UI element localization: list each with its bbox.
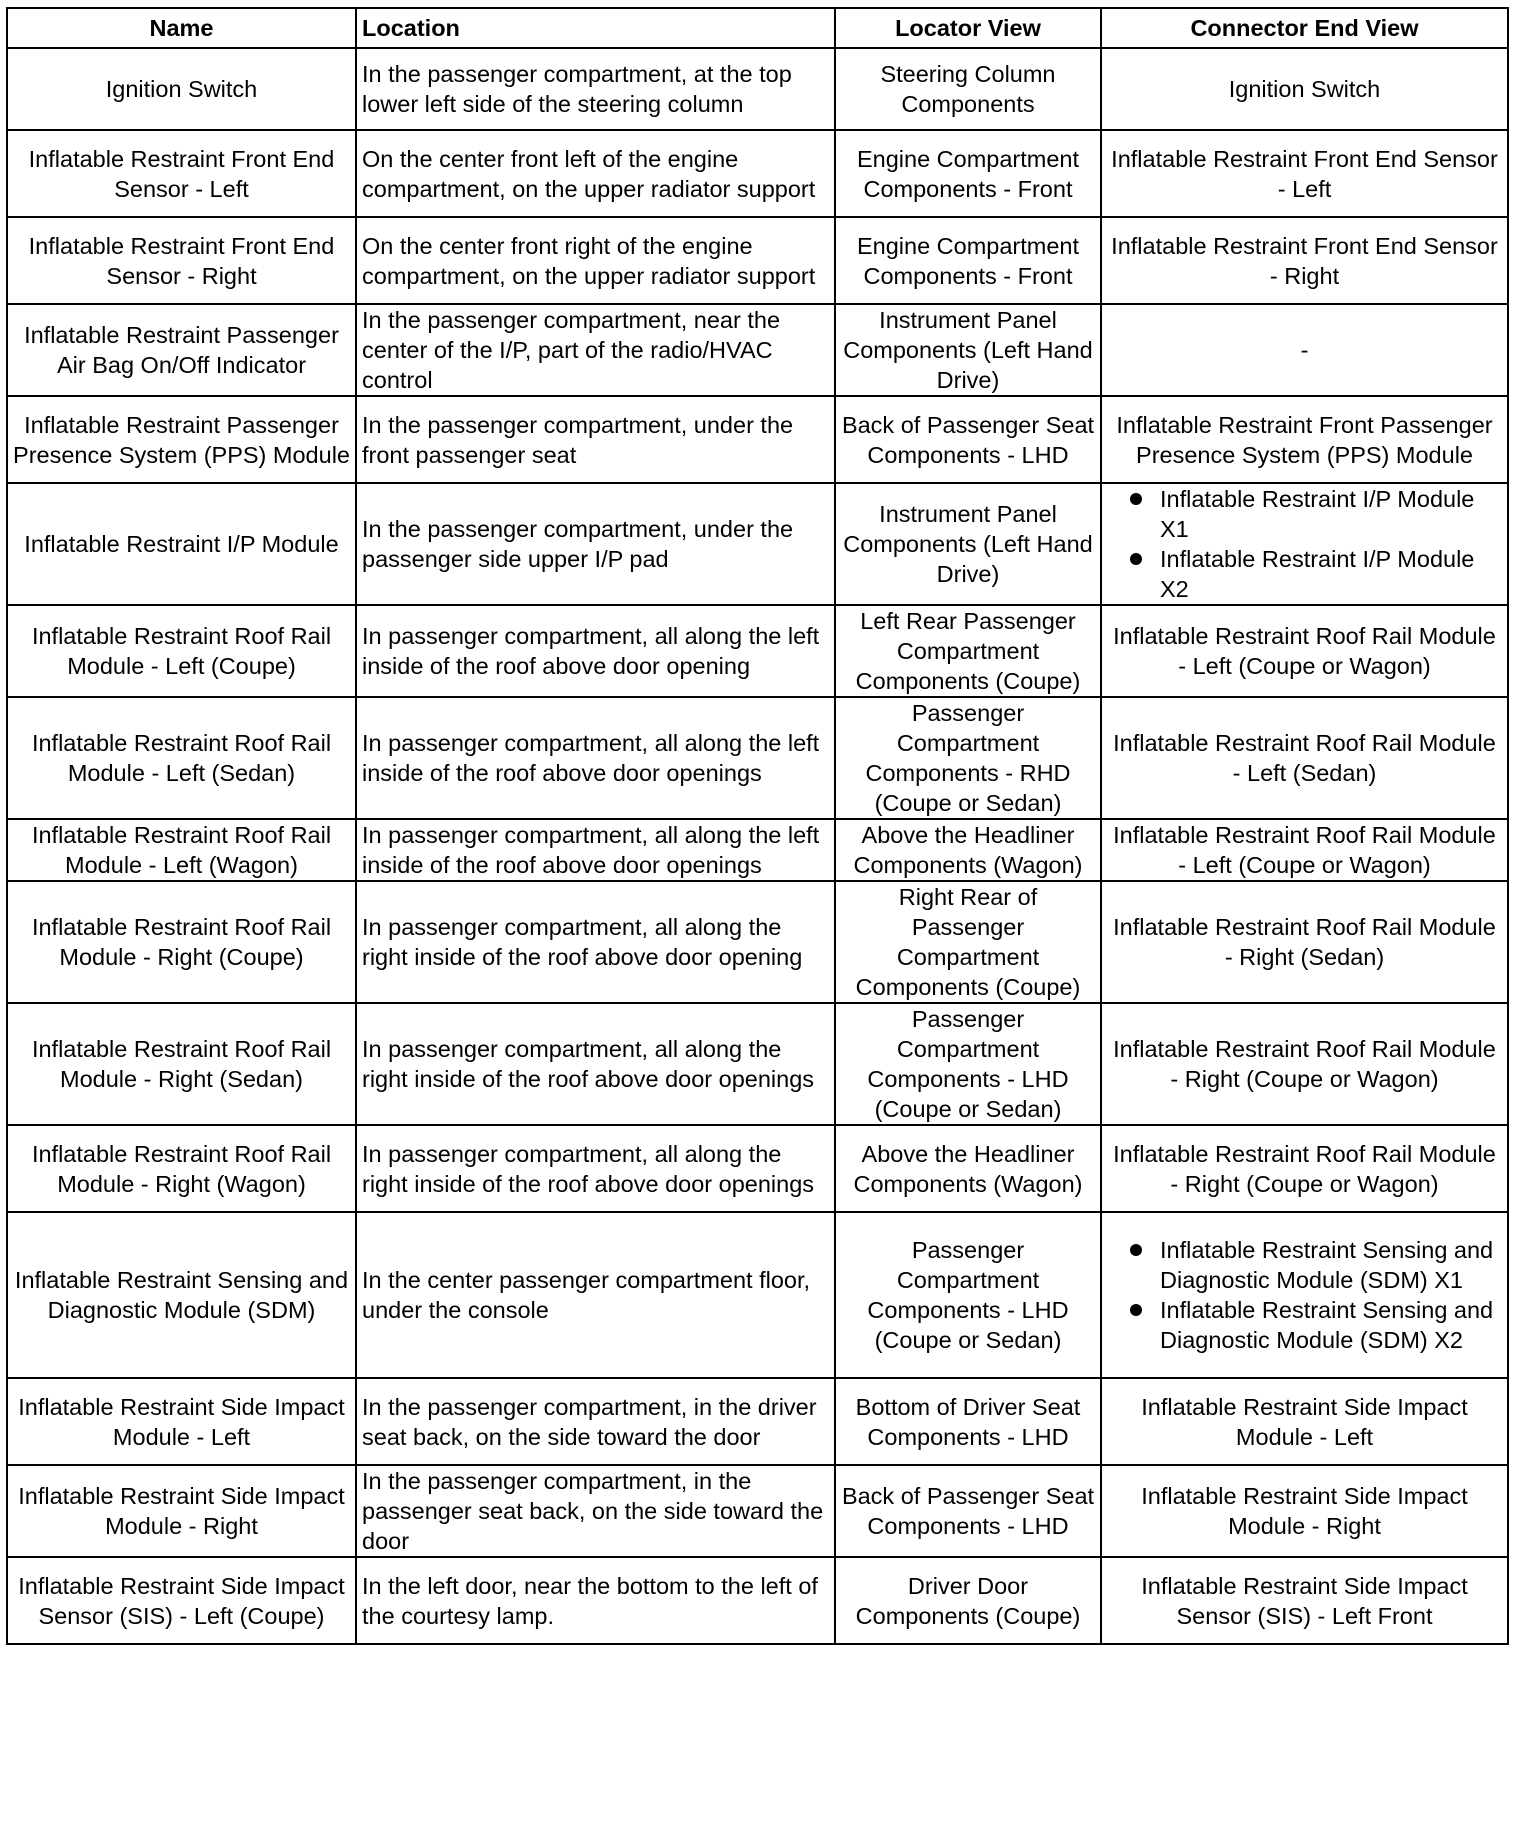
connector-end-view-cell: Inflatable Restraint Roof Rail Module - Left (Sedan)	[1101, 697, 1508, 819]
location-cell: In passenger compartment, all along the right inside of the roof above door openings	[356, 1125, 835, 1212]
connector-end-view-cell: -	[1101, 304, 1508, 396]
header-connector-end-view: Connector End View	[1101, 8, 1508, 48]
header-row	[7, 8, 1508, 48]
table-row	[7, 130, 1508, 217]
table-body	[7, 48, 1508, 1644]
location-cell: In the left door, near the bottom to the left of the courtesy lamp.	[356, 1557, 835, 1644]
connector-end-view-cell: Inflatable Restraint Roof Rail Module - Left (Coupe or Wagon)	[1101, 605, 1508, 697]
locator-view-cell: Back of Passenger Seat Components - LHD	[835, 1465, 1101, 1557]
location-cell: In passenger compartment, all along the left inside of the roof above door opening	[356, 605, 835, 697]
connector-list-item: Inflatable Restraint Sensing and Diagnostic Module (SDM) X2	[1107, 1295, 1502, 1355]
name-cell: Inflatable Restraint Sensing and Diagnostic Module (SDM)	[7, 1212, 356, 1378]
name-cell: Inflatable Restraint Roof Rail Module - Right (Coupe)	[7, 881, 356, 1003]
name-cell: Inflatable Restraint Side Impact Module - Left	[7, 1378, 356, 1465]
locator-view-cell: Above the Headliner Components (Wagon)	[835, 819, 1101, 881]
table-row	[7, 217, 1508, 304]
name-cell: Inflatable Restraint Side Impact Module - Right	[7, 1465, 356, 1557]
name-cell: Inflatable Restraint Roof Rail Module - Left (Sedan)	[7, 697, 356, 819]
name-cell: Ignition Switch	[7, 48, 356, 130]
locator-view-cell: Left Rear Passenger Compartment Components (Coupe)	[835, 605, 1101, 697]
locator-view-cell: Bottom of Driver Seat Components - LHD	[835, 1378, 1101, 1465]
table-row	[7, 1378, 1508, 1465]
table-row	[7, 304, 1508, 396]
connector-list	[1107, 1235, 1502, 1355]
location-cell: On the center front left of the engine compartment, on the upper radiator support	[356, 130, 835, 217]
locator-view-cell: Back of Passenger Seat Components - LHD	[835, 396, 1101, 483]
location-cell: In passenger compartment, all along the left inside of the roof above door openings	[356, 697, 835, 819]
table-row	[7, 48, 1508, 130]
connector-end-view-cell: Inflatable Restraint Side Impact Module - Right	[1101, 1465, 1508, 1557]
connector-end-view-cell: Inflatable Restraint Roof Rail Module - Right (Coupe or Wagon)	[1101, 1125, 1508, 1212]
table-row	[7, 396, 1508, 483]
name-cell: Inflatable Restraint Front End Sensor - Left	[7, 130, 356, 217]
location-cell: In the passenger compartment, near the center of the I/P, part of the radio/HVAC control	[356, 304, 835, 396]
locator-view-cell: Steering Column Components	[835, 48, 1101, 130]
location-cell: In the passenger compartment, under the passenger side upper I/P pad	[356, 483, 835, 605]
name-cell: Inflatable Restraint Passenger Presence System (PPS) Module	[7, 396, 356, 483]
connector-list	[1107, 484, 1502, 604]
locator-view-cell: Above the Headliner Components (Wagon)	[835, 1125, 1101, 1212]
table-row	[7, 1557, 1508, 1644]
locator-view-cell: Engine Compartment Components - Front	[835, 130, 1101, 217]
location-cell: In the passenger compartment, at the top lower left side of the steering column	[356, 48, 835, 130]
connector-list-item: Inflatable Restraint I/P Module X1	[1107, 484, 1502, 544]
locator-view-cell: Passenger Compartment Components - RHD (Coupe or Sedan)	[835, 697, 1101, 819]
connector-end-view-cell: Inflatable Restraint Front End Sensor - Left	[1101, 130, 1508, 217]
name-cell: Inflatable Restraint Front End Sensor - Right	[7, 217, 356, 304]
table-row	[7, 697, 1508, 819]
connector-end-view-cell	[1101, 1212, 1508, 1378]
connector-list-item: Inflatable Restraint I/P Module X2	[1107, 544, 1502, 604]
table-row	[7, 819, 1508, 881]
location-cell: In passenger compartment, all along the left inside of the roof above door openings	[356, 819, 835, 881]
locator-view-cell: Passenger Compartment Components - LHD (Coupe or Sedan)	[835, 1212, 1101, 1378]
name-cell: Inflatable Restraint Roof Rail Module - Right (Wagon)	[7, 1125, 356, 1212]
connector-end-view-cell: Inflatable Restraint Front Passenger Presence System (PPS) Module	[1101, 396, 1508, 483]
connector-end-view-cell: Inflatable Restraint Roof Rail Module - Right (Coupe or Wagon)	[1101, 1003, 1508, 1125]
name-cell: Inflatable Restraint I/P Module	[7, 483, 356, 605]
locator-view-cell: Passenger Compartment Components - LHD (Coupe or Sedan)	[835, 1003, 1101, 1125]
locator-view-cell: Driver Door Components (Coupe)	[835, 1557, 1101, 1644]
locator-view-cell: Instrument Panel Components (Left Hand Drive)	[835, 304, 1101, 396]
connector-end-view-cell: Inflatable Restraint Roof Rail Module - Right (Sedan)	[1101, 881, 1508, 1003]
header-name: Name	[7, 8, 356, 48]
location-cell: In the passenger compartment, under the front passenger seat	[356, 396, 835, 483]
location-cell: In the passenger compartment, in the passenger seat back, on the side toward the door	[356, 1465, 835, 1557]
location-cell: In passenger compartment, all along the right inside of the roof above door openings	[356, 1003, 835, 1125]
location-cell: In the center passenger compartment floor, under the console	[356, 1212, 835, 1378]
connector-end-view-cell: Inflatable Restraint Roof Rail Module - Left (Coupe or Wagon)	[1101, 819, 1508, 881]
connector-list-item: Inflatable Restraint Sensing and Diagnostic Module (SDM) X1	[1107, 1235, 1502, 1295]
table-row	[7, 483, 1508, 605]
locator-view-cell: Instrument Panel Components (Left Hand Drive)	[835, 483, 1101, 605]
table-row	[7, 1465, 1508, 1557]
table-row	[7, 1125, 1508, 1212]
name-cell: Inflatable Restraint Roof Rail Module - Left (Coupe)	[7, 605, 356, 697]
connector-end-view-cell: Inflatable Restraint Front End Sensor - Right	[1101, 217, 1508, 304]
locator-view-cell: Right Rear of Passenger Compartment Components (Coupe)	[835, 881, 1101, 1003]
location-cell: On the center front right of the engine compartment, on the upper radiator support	[356, 217, 835, 304]
header-location: Location	[356, 8, 835, 48]
name-cell: Inflatable Restraint Roof Rail Module - Left (Wagon)	[7, 819, 356, 881]
locator-view-cell: Engine Compartment Components - Front	[835, 217, 1101, 304]
table-row	[7, 605, 1508, 697]
table-row	[7, 1212, 1508, 1378]
connector-end-view-cell: Inflatable Restraint Side Impact Module - Left	[1101, 1378, 1508, 1465]
header-locator-view: Locator View	[835, 8, 1101, 48]
name-cell: Inflatable Restraint Side Impact Sensor (SIS) - Left (Coupe)	[7, 1557, 356, 1644]
name-cell: Inflatable Restraint Passenger Air Bag On/Off Indicator	[7, 304, 356, 396]
table-row	[7, 1003, 1508, 1125]
component-locator-table	[6, 7, 1509, 1645]
table-row	[7, 881, 1508, 1003]
location-cell: In passenger compartment, all along the right inside of the roof above door opening	[356, 881, 835, 1003]
connector-end-view-cell: Inflatable Restraint Side Impact Sensor (SIS) - Left Front	[1101, 1557, 1508, 1644]
location-cell: In the passenger compartment, in the driver seat back, on the side toward the door	[356, 1378, 835, 1465]
name-cell: Inflatable Restraint Roof Rail Module - Right (Sedan)	[7, 1003, 356, 1125]
connector-end-view-cell	[1101, 483, 1508, 605]
connector-end-view-cell: Ignition Switch	[1101, 48, 1508, 130]
